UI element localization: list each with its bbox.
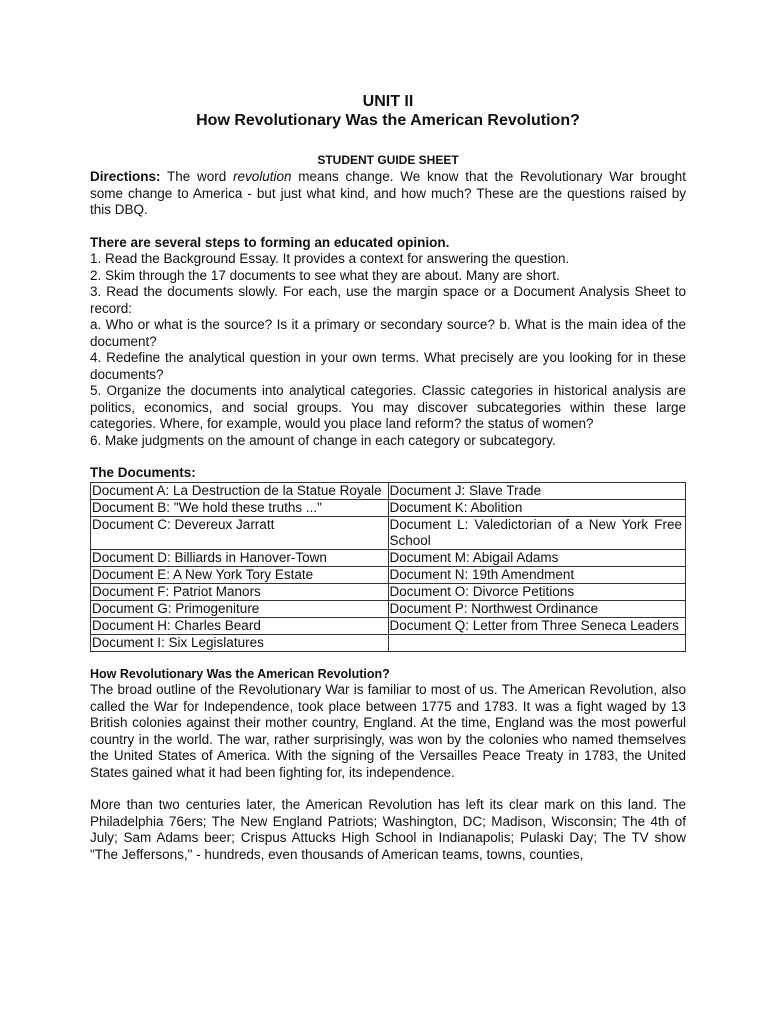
table-cell: Document H: Charles Beard [91, 617, 389, 634]
table-cell: Document B: "We hold these truths ..." [91, 499, 389, 516]
table-cell: Document I: Six Legislatures [91, 634, 389, 651]
essay-paragraph-2: More than two centuries later, the American Revolution has left its clear mark on this land. The Philadelphia 76ers; The New England Patriots; Washington, DC; Madison, Wisconsin; The 4th of July; Sam Adams beer; Crispus Attucks High School in Indianapolis; Pulaski Day; The TV show "The Jeffersons," - hundreds, even thousands of American teams, towns, counties, [90, 797, 686, 862]
table-cell: Document K: Abolition [388, 499, 686, 516]
documents-heading: The Documents: [90, 465, 196, 480]
table-cell: Document E: A New York Tory Estate [91, 566, 389, 583]
page-title: How Revolutionary Was the American Revolution? [196, 112, 580, 129]
step-item: 3. Read the documents slowly. For each, use the margin space or a Document Analysis Sheet to record: [90, 284, 686, 316]
step-item: 5. Organize the documents into analytical categories. Classic categories in historical analysis are politics, economics, and social groups. You may discover subcategories within these large categories. Where, for example, would you place land reform? the status of women? [90, 383, 686, 431]
table-row [91, 549, 686, 566]
step-item: a. Who or what is the source? Is it a primary or secondary source? b. What is the main idea of the document? [90, 317, 686, 349]
directions-pre: The word [160, 169, 233, 184]
table-cell: Document M: Abigail Adams [388, 549, 686, 566]
table-cell: Document G: Primogeniture [91, 600, 389, 617]
table-row [91, 566, 686, 583]
table-cell: Document N: 19th Amendment [388, 566, 686, 583]
step-item: 4. Redefine the analytical question in your own terms. What precisely are you looking for in these documents? [90, 350, 686, 382]
directions-paragraph [90, 169, 686, 219]
directions-post: means change. We know that the Revolutionary War brought some change to America - but just what kind, and how much? These are the questions raised by this DBQ. [90, 169, 686, 217]
table-cell: Document J: Slave Trade [388, 482, 686, 499]
step-item: 2. Skim through the 17 documents to see what they are about. Many are short. [90, 267, 560, 283]
table-row [91, 482, 686, 499]
table-row [91, 617, 686, 634]
table-cell: Document C: Devereux Jarratt [91, 516, 389, 549]
documents-table [90, 482, 686, 652]
unit-heading: UNIT II [362, 93, 414, 110]
guide-sheet-heading: STUDENT GUIDE SHEET [317, 153, 459, 167]
document-page [90, 92, 686, 863]
essay-paragraph-1: The broad outline of the Revolutionary War is familiar to most of us. The American Revolution, also called the War for Independence, took place between 1775 and 1783. It was a fight waged by 13 British colonies against their mother country, England. At the time, England was the most powerful country in the world. The war, rather surprisingly, was won by the colonies who named themselves the United States of America. With the signing of the Versailles Peace Treaty in 1783, the United States gained what it had been fighting for, its independence. [90, 682, 686, 780]
table-cell: Document P: Northwest Ordinance [388, 600, 686, 617]
table-row [91, 499, 686, 516]
table-cell: Document O: Divorce Petitions [388, 583, 686, 600]
steps-heading: There are several steps to forming an educated opinion. [90, 234, 450, 250]
step-item: 1. Read the Background Essay. It provides a context for answering the question. [90, 251, 570, 266]
steps-list [90, 251, 686, 449]
essay-heading: How Revolutionary Was the American Revolution? [90, 666, 390, 681]
directions-label: Directions: [90, 169, 161, 184]
table-row [91, 516, 686, 549]
table-cell: Document Q: Letter from Three Seneca Leaders [388, 617, 686, 634]
table-cell: Document L: Valedictorian of a New York Free School [388, 516, 686, 549]
directions-italic-word: revolution [232, 169, 292, 184]
table-row [91, 583, 686, 600]
table-cell: Document D: Billiards in Hanover-Town [91, 549, 389, 566]
table-cell: Document A: La Destruction de la Statue Royale [91, 482, 389, 499]
step-item: 6. Make judgments on the amount of change in each category or subcategory. [90, 432, 556, 448]
table-cell [388, 634, 686, 651]
table-row [91, 634, 686, 651]
table-cell: Document F: Patriot Manors [91, 583, 389, 600]
table-row [91, 600, 686, 617]
